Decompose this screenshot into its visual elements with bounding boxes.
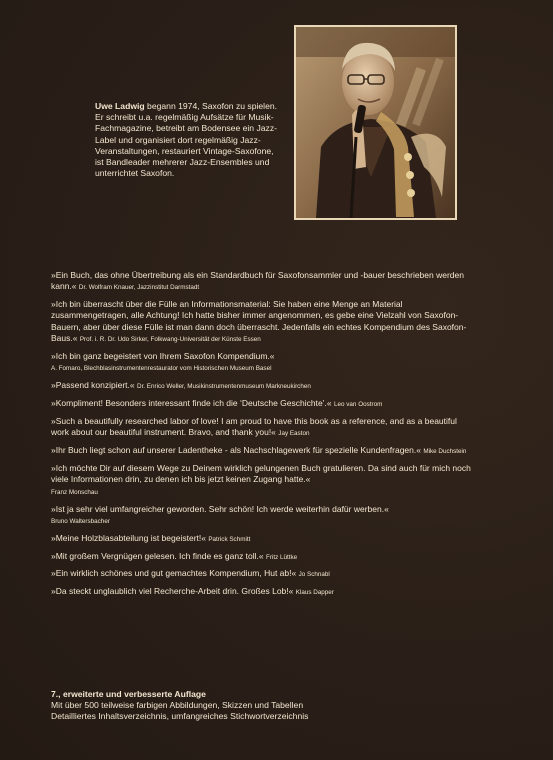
testimonial-quote xyxy=(51,551,471,563)
testimonial-quote xyxy=(51,299,471,345)
author-bio-text: begann 1974, Saxofon zu spielen. Er schreibt u.a. regelmäßig Aufsätze für Musik-Fachmagazine, betreibt am Bodensee ein Jazz-Label und organisiert dort regelmäßig Jazz-Veranstaltungen, restauriert Vintage-Saxofone, ist Bandleader mehrerer Jazz-Ensembles und unterrichtet Saxofon. xyxy=(95,101,278,179)
testimonial-quote xyxy=(51,504,471,528)
testimonial-source: Fritz Lüttke xyxy=(266,553,298,561)
testimonial-text: »Ein wirklich schönes und gut gemachtes Kompendium, Hut ab!« xyxy=(51,568,297,579)
testimonial-text: »Meine Holzblasabteilung ist begeistert!« xyxy=(51,532,206,543)
author-photo xyxy=(294,25,457,220)
testimonial-text: »Such a beautifully researched labor of love! I am proud to have this book as a reference, and as a beautiful work about our beautiful instrument. Bravo, and thank you!« xyxy=(51,415,457,438)
testimonial-text: »Passend konzipiert.« xyxy=(51,380,135,391)
testimonial-source: A. Fomaro, Blechblasinstrumentenrestaurator vom Historischen Museum Basel xyxy=(51,365,272,373)
testimonial-source: Jay Easton xyxy=(278,430,310,438)
testimonial-text: »Mit großem Vergnügen gelesen. Ich finde es ganz toll.« xyxy=(51,550,264,561)
edition-line-1: Mit über 500 teilweise farbigen Abbildungen, Skizzen und Tabellen xyxy=(51,700,304,711)
testimonial-source: Franz Monschau xyxy=(51,488,98,496)
testimonial-text: »Ich möchte Dir auf diesem Wege zu Deinem wirklich gelungenen Buch gratulieren. Da sind auch für mich noch viele Informationen drin, zu denen ich bis jetzt keinen Zugang hatte.« xyxy=(51,463,471,485)
testimonial-text: »Ich bin überrascht über die Fülle an Informationsmaterial: Sie haben eine Menge an Material zusammengetragen, alle Achtung! Ich hatte bisher immer angenommen, es gebe eine Vielzahl von Saxofon-Bauern, aber über diese Fülle ist man dann doch überrascht. Jedenfalls ein echtes Kompendium des Saxofon-Baus.« xyxy=(51,299,467,344)
testimonial-source: Mike Duchstein xyxy=(423,448,467,456)
testimonial-quote xyxy=(51,463,471,498)
testimonial-text: »Ein Buch, das ohne Übertreibung als ein Standardbuch für Saxofonsammler und -bauer beschrieben werden kann.« xyxy=(51,270,464,292)
testimonial-source: Bruno Waltersbacher xyxy=(51,517,110,525)
author-name: Uwe Ladwig xyxy=(95,101,145,111)
testimonial-quote xyxy=(51,398,471,410)
testimonial-text: »Ich bin ganz begeistert von Ihrem Saxofon Kompendium.« xyxy=(51,350,275,361)
testimonial-source: Prof. i. R. Dr. Udo Sirker, Folkwang-Universität der Künste Essen xyxy=(79,336,261,344)
testimonial-quote xyxy=(51,586,471,598)
testimonial-quote xyxy=(51,380,471,392)
testimonial-source: Dr. Wolfram Knauer, Jazzinstitut Darmstadt xyxy=(78,284,200,292)
testimonial-source: Dr. Enrico Weller, Musikinstrumentenmuseum Markneukirchen xyxy=(137,383,311,391)
testimonial-quote xyxy=(51,568,471,580)
author-bio xyxy=(95,101,280,179)
edition-title: 7., erweiterte und verbesserte Auflage xyxy=(51,689,206,699)
edition-info xyxy=(51,689,471,723)
author-photo-illustration xyxy=(296,27,455,218)
testimonial-quote xyxy=(51,533,471,545)
testimonial-source: Klaus Dapper xyxy=(295,589,334,597)
testimonial-text: »Kompliment! Besonders interessant finde ich die ‘Deutsche Geschichte’.« xyxy=(51,398,332,409)
testimonial-text: »Da steckt unglaublich viel Recherche-Arbeit drin. Großes Lob!« xyxy=(51,586,294,597)
testimonial-source: Leo van Oostrom xyxy=(334,401,383,409)
testimonials-list xyxy=(51,270,471,604)
testimonial-quote xyxy=(51,270,471,294)
testimonial-text: »Ihr Buch liegt schon auf unserer Ladentheke - als Nachschlagewerk für spezielle Kundenfragen.« xyxy=(51,445,421,456)
testimonial-text: »Ist ja sehr viel umfangreicher geworden. Sehr schön! Ich werde weiterhin dafür werben.« xyxy=(51,503,389,514)
testimonial-source: Patrick Schmitt xyxy=(208,535,251,543)
edition-line-2: Detailliertes Inhaltsverzeichnis, umfangreiches Stichwortverzeichnis xyxy=(51,711,309,722)
testimonial-quote xyxy=(51,445,471,457)
testimonial-source: Jo Schnabl xyxy=(298,571,330,579)
testimonial-quote xyxy=(51,416,471,440)
testimonial-quote xyxy=(51,351,471,375)
